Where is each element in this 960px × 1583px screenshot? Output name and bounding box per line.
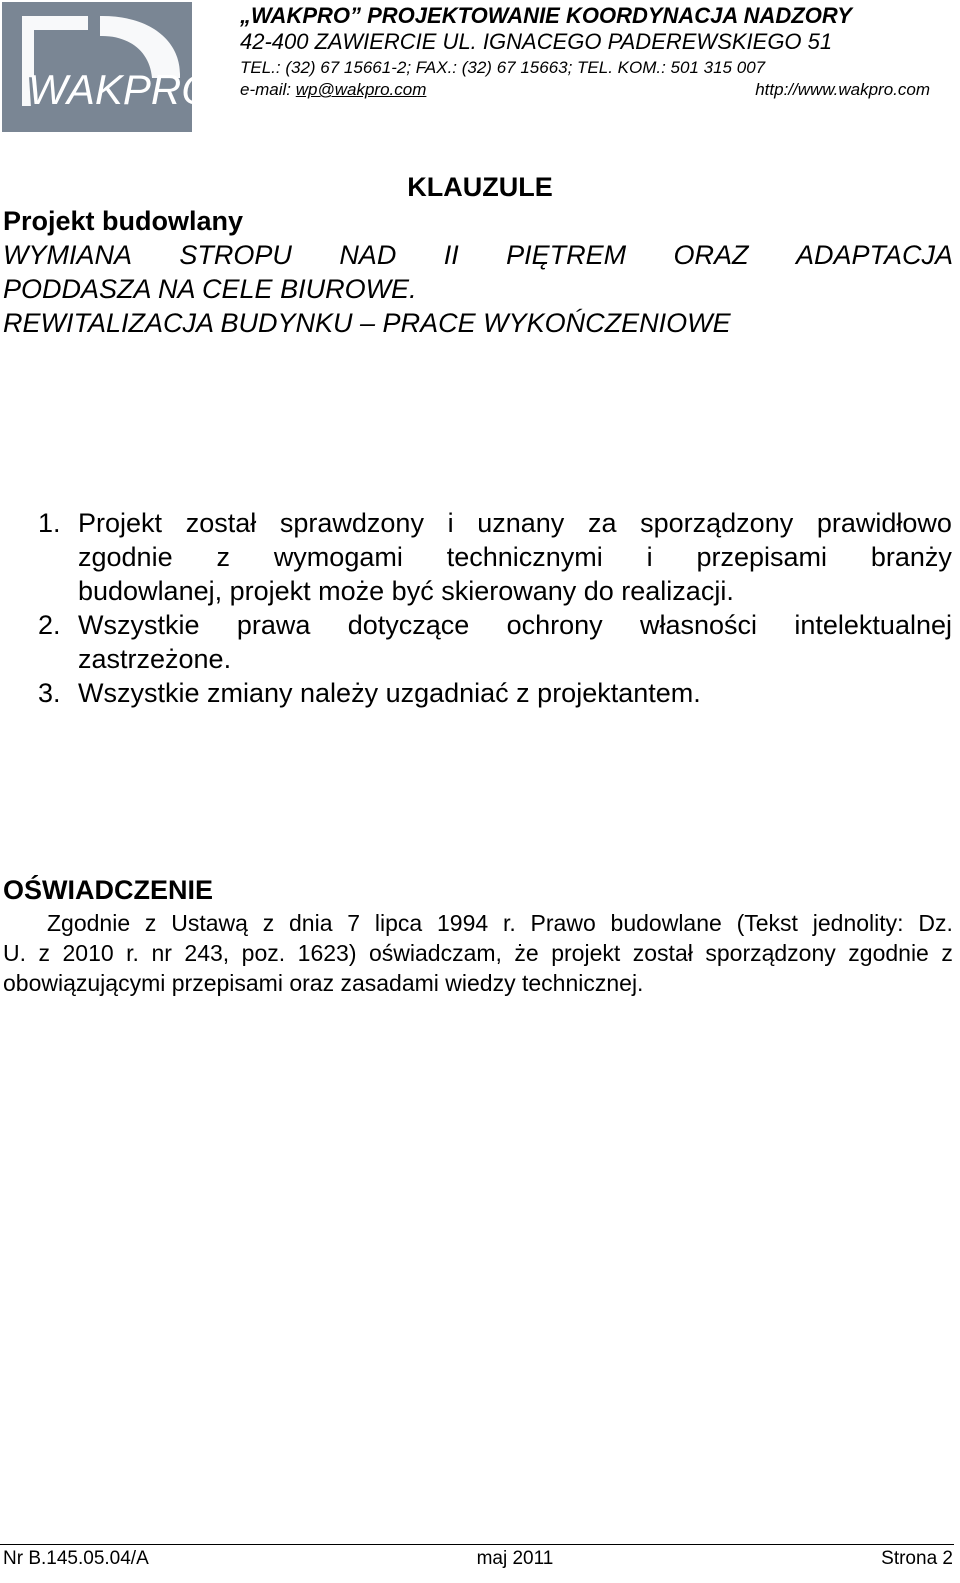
word: (Tekst [736, 910, 798, 936]
word: Projekt [78, 508, 163, 538]
clause-3 [38, 676, 952, 710]
word: II [443, 240, 459, 270]
word: za [587, 508, 617, 538]
word: r. [502, 910, 516, 936]
project-name-line-2: PODDASZA NA CELE BIUROWE. [3, 274, 417, 304]
clause-line [78, 540, 952, 574]
email-line [240, 78, 426, 102]
word: przepisami [696, 542, 828, 572]
page-footer [3, 1548, 953, 1570]
word: uznany [477, 508, 565, 538]
company-phones: TEL.: (32) 67 15661-2; FAX.: (32) 67 15663; TEL. KOM.: 501 315 007 [240, 58, 766, 77]
clause-2 [38, 608, 952, 676]
word: 2010 [62, 940, 114, 966]
clause-line: zastrzeżone. [78, 644, 232, 674]
word: technicznymi [446, 542, 603, 572]
word: Wszystkie [78, 610, 200, 640]
company-address: 42-400 ZAWIERCIE UL. IGNACEGO PADEREWSKIEGO 51 [240, 29, 833, 54]
word: Dz. [918, 910, 953, 936]
word: nr [151, 940, 172, 966]
company-logo [2, 2, 192, 132]
clause-number: 1. [38, 508, 61, 538]
word: że [514, 940, 539, 966]
clause-1 [38, 506, 952, 608]
clause-number: 2. [38, 610, 61, 640]
page-number: Strona 2 [881, 1548, 953, 1569]
word: wymogami [273, 542, 403, 572]
logo-text: WAKPR [26, 68, 183, 115]
word: 1623) [297, 940, 357, 966]
word: 7 [347, 910, 361, 936]
email-link[interactable]: wp@wakpro.com [295, 80, 427, 99]
word: sprawdzony [279, 508, 424, 538]
email-label: e-mail: [240, 80, 292, 99]
word: oświadczam, [368, 940, 502, 966]
clause-line: Wszystkie zmiany należy uzgadniać z projektantem. [78, 678, 701, 708]
word: został [632, 940, 693, 966]
word: sporządzony [705, 940, 836, 966]
document-date: maj 2011 [476, 1548, 554, 1569]
word: intelektualnej [794, 610, 952, 640]
company-contact [240, 78, 930, 102]
word: prawa [236, 610, 311, 640]
clause-line [78, 608, 952, 642]
word: sporządzony [640, 508, 794, 538]
word: z [38, 940, 50, 966]
word: Zgodnie [47, 910, 131, 936]
word: ADAPTACJA [795, 240, 953, 270]
word: z [144, 910, 157, 936]
clause-line [78, 506, 952, 540]
word: własności [640, 610, 758, 640]
clause-line: budowlanej, projekt może być skierowany do realizacji. [78, 576, 734, 606]
word: budowlane [610, 910, 722, 936]
word: został [185, 508, 257, 538]
declaration-line [3, 908, 953, 938]
word: prawidłowo [816, 508, 952, 538]
word: NAD [339, 240, 397, 270]
word: ochrony [506, 610, 603, 640]
word: jednolity: [812, 910, 904, 936]
word: i [646, 542, 653, 572]
word: U. [3, 940, 26, 966]
word: 1994 [437, 910, 489, 936]
declaration-text [3, 908, 953, 998]
footer-divider [0, 1544, 954, 1545]
clause-number: 3. [38, 678, 61, 708]
word: projekt [551, 940, 621, 966]
declaration-line: obowiązującymi przepisami oraz zasadami wiedzy technicznej. [3, 970, 644, 996]
document-subtitle: Projekt budowlany [3, 206, 244, 236]
word: PIĘTREM [506, 240, 627, 270]
word: z [216, 542, 230, 572]
wakpro-logo-graphic [2, 2, 192, 132]
word: Ustawą [171, 910, 248, 936]
declaration-line [3, 938, 953, 968]
word: dnia [289, 910, 333, 936]
project-name-line-3: REWITALIZACJA BUDYNKU – PRACE WYKOŃCZENIOWE [3, 308, 731, 338]
logo-text-overlay: WAKPR [28, 66, 182, 113]
word: z [941, 940, 953, 966]
word: i [447, 508, 454, 538]
word: zgodnie [848, 940, 929, 966]
word: branży [870, 542, 952, 572]
word: 243, [184, 940, 230, 966]
project-name-line-1 [3, 238, 953, 272]
word: STROPU [179, 240, 292, 270]
word: Prawo [530, 910, 596, 936]
word: poz. [241, 940, 286, 966]
clauses-list [38, 506, 952, 710]
word: z [262, 910, 275, 936]
document-title: KLAUZULE [407, 172, 553, 202]
document-number: Nr B.145.05.04/A [3, 1548, 149, 1569]
word: WYMIANA [3, 240, 133, 270]
word: r. [126, 940, 139, 966]
word: zgodnie [78, 542, 173, 572]
word: dotyczące [347, 610, 470, 640]
company-name: „WAKPRO” PROJEKTOWANIE KOORDYNACJA NADZORY [240, 3, 852, 28]
word: lipca [374, 910, 423, 936]
declaration-title: OŚWIADCZENIE [3, 875, 214, 905]
website-link[interactable]: http://www.wakpro.com [755, 80, 930, 99]
word: ORAZ [673, 240, 749, 270]
